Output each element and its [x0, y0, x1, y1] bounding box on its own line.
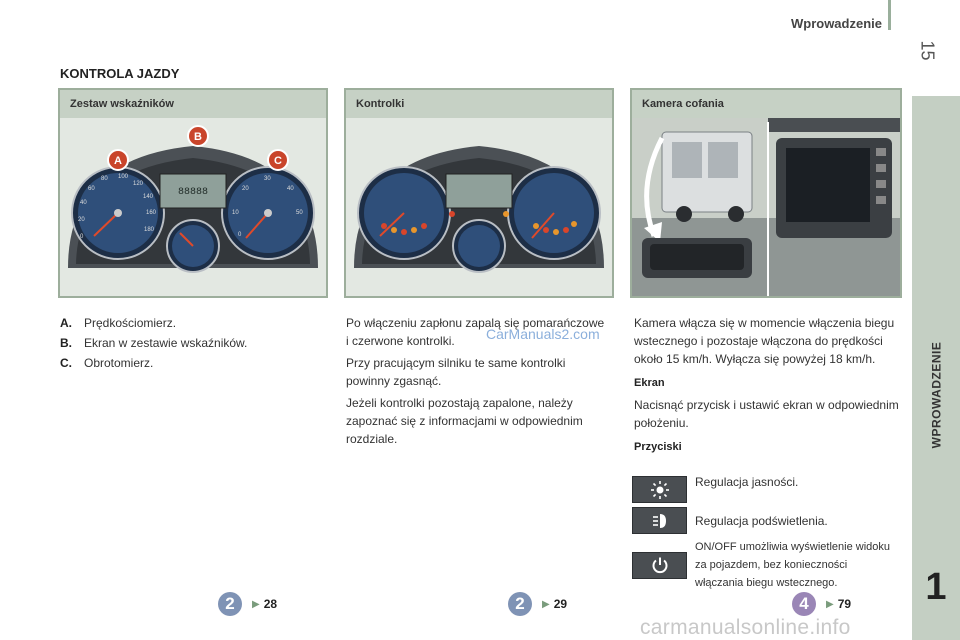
rpm-tick-20: 20	[242, 186, 249, 192]
button-row-power	[632, 538, 895, 592]
page-number: 15	[917, 40, 938, 61]
header-divider	[888, 0, 891, 30]
arrow-right-icon: ▶	[252, 598, 260, 610]
power-icon	[632, 552, 687, 579]
reference-page: 79	[837, 597, 852, 611]
panel-title: Zestaw wskaźników	[60, 90, 326, 118]
speed-tick-180: 180	[144, 227, 155, 233]
list-item: A. Prędkościomierz.	[60, 316, 177, 330]
chapter-number: 1	[925, 566, 947, 608]
rpm-tick-50: 50	[296, 210, 303, 216]
button-description: ON/OFF umożliwia wyświetlenie widoku za pojazdem, bez konieczności włączania biegu wstecznego.	[695, 541, 890, 589]
svg-text:A: A	[114, 155, 122, 167]
chapter-side-tab-label	[912, 230, 960, 560]
page-reference-2[interactable]	[508, 592, 567, 616]
chapter-name: WPROWADZENIE	[929, 341, 944, 449]
rpm-tick-40: 40	[287, 186, 294, 192]
page-reference-1[interactable]	[218, 592, 277, 616]
speed-tick-40: 40	[80, 200, 87, 206]
button-description: Regulacja podświetlenia.	[695, 513, 828, 528]
subheading-ekran: Ekran	[634, 377, 665, 389]
chapter-badge: 4	[792, 592, 816, 616]
camera-text	[634, 314, 902, 460]
reversing-camera-illustration	[632, 118, 900, 296]
panel-reversing-camera	[630, 88, 902, 298]
paragraph: Kamera włącza się w momencie włączenia biegu wstecznego i pozostaje włączona do prędkości około 15 km/h. Wyłącza się powyżej 18 km/h.	[634, 316, 895, 366]
instrument-cluster-illustration	[60, 118, 326, 296]
speed-tick-20: 20	[78, 217, 85, 223]
button-row-brightness	[632, 476, 798, 503]
speed-tick-160: 160	[146, 210, 157, 216]
panel-warning-lights	[344, 88, 614, 298]
watermark-carmanuals2: CarManuals2.com	[486, 326, 600, 342]
list-item: C. Obrotomierz.	[60, 356, 154, 370]
subheading-przyciski: Przyciski	[634, 441, 682, 453]
page-reference-3[interactable]	[792, 592, 851, 616]
speed-tick-0: 0	[80, 234, 84, 240]
reference-page: 29	[553, 597, 568, 611]
rpm-tick-30: 30	[264, 176, 271, 182]
paragraph: Przy pracującym silniku te same kontrolki powinny zgasnąć.	[346, 356, 566, 388]
speed-tick-60: 60	[88, 186, 95, 192]
svg-text:C: C	[274, 155, 282, 167]
svg-text:B: B	[194, 131, 202, 143]
rpm-tick-10: 10	[232, 210, 239, 216]
button-row-backlight	[632, 507, 828, 534]
component-list	[60, 314, 320, 374]
reference-page: 28	[263, 597, 278, 611]
panel-title: Kamera cofania	[632, 90, 900, 118]
chapter-badge: 2	[508, 592, 532, 616]
paragraph: Nacisnąć przycisk i ustawić ekran w odpowiednim położeniu.	[634, 398, 899, 430]
section-title: KONTROLA JAZDY	[60, 66, 180, 81]
arrow-right-icon: ▶	[542, 598, 550, 610]
list-item: B. Ekran w zestawie wskaźników.	[60, 336, 248, 350]
arrow-right-icon: ▶	[826, 598, 834, 610]
chapter-badge: 2	[218, 592, 242, 616]
brightness-icon	[632, 476, 687, 503]
backlight-icon	[632, 507, 687, 534]
button-description: Regulacja jasności.	[695, 474, 799, 489]
speed-tick-120: 120	[133, 181, 144, 187]
marker-a	[108, 150, 128, 170]
speed-tick-140: 140	[143, 194, 154, 200]
speed-tick-100: 100	[118, 174, 129, 180]
rpm-tick-0: 0	[238, 232, 242, 238]
panel-title: Kontrolki	[346, 90, 612, 118]
page-header-title: Wprowadzenie	[790, 16, 882, 31]
watermark-carmanualsonline: carmanualsonline.info	[640, 616, 851, 639]
warning-lights-illustration	[346, 118, 612, 296]
paragraph: Po włączeniu zapłonu zapalą się pomarańczowe i czerwone kontrolki.	[346, 316, 605, 348]
paragraph: Jeżeli kontrolki pozostają zapalone, należy zapoznać się z informacjami w odpowiednim rozdziale.	[346, 396, 583, 446]
marker-b	[188, 126, 208, 146]
display-digits: 88888	[177, 187, 209, 198]
speed-tick-80: 80	[101, 176, 108, 182]
marker-c	[268, 150, 288, 170]
panel-instrument-cluster	[58, 88, 328, 298]
